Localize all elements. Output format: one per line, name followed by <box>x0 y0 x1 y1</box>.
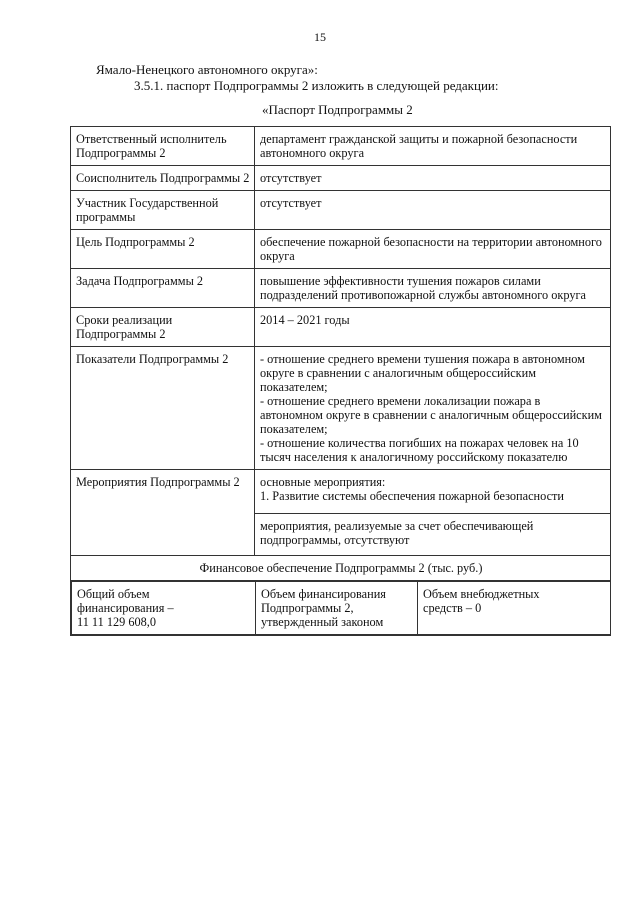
table-row <box>71 230 611 269</box>
indicator-3: - отношение количества погибших на пожарах человек на 10 тысяч населения к аналогичному российскому показателю <box>260 436 579 464</box>
finance-approved-line: Подпрограммы 2, <box>261 601 354 615</box>
row-label: Участник Государственной программы <box>71 191 255 230</box>
finance-row <box>71 581 611 636</box>
table-row <box>71 191 611 230</box>
table-row <box>71 127 611 166</box>
finance-title-row <box>71 556 611 581</box>
intro-line-1: Ямало-Ненецкого автономного округа»: <box>96 62 318 77</box>
row-value <box>255 470 611 514</box>
measures-heading: основные мероприятия: <box>260 475 386 489</box>
finance-approved <box>256 582 418 635</box>
finance-approved-line: Объем финансирования <box>261 587 386 601</box>
finance-extrabudget-line: средств – 0 <box>423 601 482 615</box>
table-row <box>71 470 611 514</box>
row-label: Ответственный исполнитель Подпрограммы 2 <box>71 127 255 166</box>
table-row <box>71 269 611 308</box>
finance-total-amount: 11 11 129 608,0 <box>77 615 157 629</box>
row-label: Соисполнитель Подпрограммы 2 <box>71 166 255 191</box>
passport-table <box>70 126 611 636</box>
intro-line-2: 3.5.1. паспорт Подпрограммы 2 изложить в следующей редакции: <box>134 78 499 93</box>
row-label: Сроки реализации Подпрограммы 2 <box>71 308 255 347</box>
row-value: департамент гражданской защиты и пожарной безопасности автономного округа <box>255 127 611 166</box>
table-row <box>71 166 611 191</box>
row-label: Показатели Подпрограммы 2 <box>71 347 255 470</box>
row-label: Задача Подпрограммы 2 <box>71 269 255 308</box>
finance-total <box>72 582 256 635</box>
row-value <box>255 347 611 470</box>
page-number: 15 <box>314 30 326 44</box>
row-value: обеспечение пожарной безопасности на территории автономного округа <box>255 230 611 269</box>
finance-title: Финансовое обеспечение Подпрограммы 2 (тыс. руб.) <box>71 556 611 581</box>
finance-cell <box>71 581 611 636</box>
row-value: отсутствует <box>255 166 611 191</box>
indicator-2: - отношение среднего времени локализации пожара в автономном округе в сравнении с аналогичным общероссийским показателем; <box>260 394 602 436</box>
passport-title: «Паспорт Подпрограммы 2 <box>262 102 413 117</box>
row-value: мероприятия, реализуемые за счет обеспечивающей подпрограммы, отсутствуют <box>255 514 611 556</box>
finance-approved-line: утвержденный законом <box>261 615 384 629</box>
finance-extrabudget-line: Объем внебюджетных <box>423 587 540 601</box>
finance-table <box>71 581 610 635</box>
table-row <box>71 308 611 347</box>
row-value: 2014 – 2021 годы <box>255 308 611 347</box>
indicator-1: - отношение среднего времени тушения пожара в автономном округе в сравнении с аналогичным общероссийским показателем; <box>260 352 585 394</box>
table-row <box>71 347 611 470</box>
finance-extrabudget <box>418 582 611 635</box>
finance-total-line: финансирования – <box>77 601 174 615</box>
finance-total-line: Общий объем <box>77 587 150 601</box>
row-label: Цель Подпрограммы 2 <box>71 230 255 269</box>
row-value: отсутствует <box>255 191 611 230</box>
row-value: повышение эффективности тушения пожаров силами подразделений противопожарной службы автономного округа <box>255 269 611 308</box>
measure-1: 1. Развитие системы обеспечения пожарной безопасности <box>260 489 564 503</box>
row-label: Мероприятия Подпрограммы 2 <box>71 470 255 556</box>
